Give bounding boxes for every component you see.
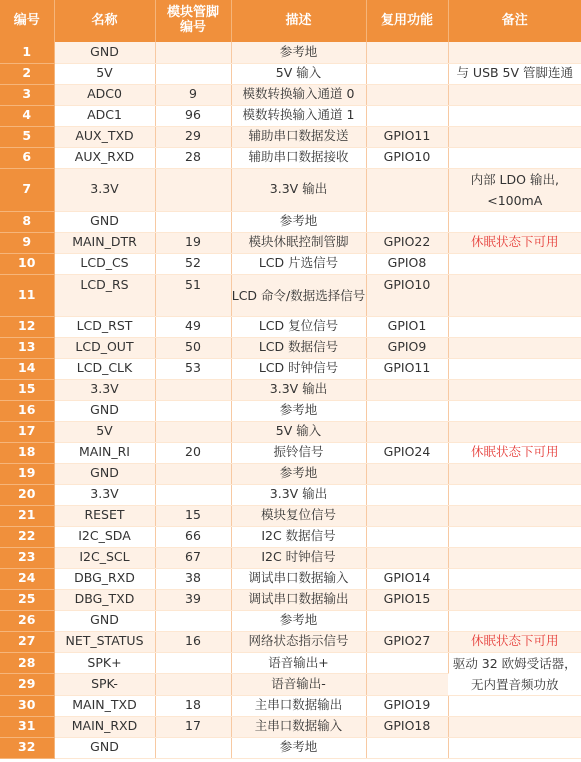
cell-name: MAIN_RXD [54,716,155,737]
cell-note: 休眠状态下可用 [448,232,581,253]
cell-desc: 参考地 [231,463,366,484]
cell-name: ADC1 [54,105,155,126]
cell-pin: 29 [155,126,231,147]
cell-desc: 5V 输入 [231,421,366,442]
cell-desc: 参考地 [231,610,366,631]
table-row [0,695,581,716]
cell-name: I2C_SDA [54,526,155,547]
cell-desc: 调试串口数据输出 [231,589,366,610]
table-row [0,105,581,126]
cell-name: 5V [54,421,155,442]
table-row [0,463,581,484]
cell-name: LCD_CLK [54,358,155,379]
cell-note [448,568,581,589]
cell-desc: 参考地 [231,211,366,232]
cell-mux: GPIO11 [366,358,448,379]
cell-note [448,589,581,610]
cell-note [448,316,581,337]
cell-pin: 49 [155,316,231,337]
cell-desc: 参考地 [231,400,366,421]
cell-pin [155,737,231,758]
cell-desc: I2C 时钟信号 [231,547,366,568]
table-row [0,232,581,253]
cell-note [448,484,581,505]
cell-no: 26 [0,610,54,631]
cell-note [448,421,581,442]
cell-pin: 66 [155,526,231,547]
table-row [0,168,581,211]
cell-pin [155,211,231,232]
header-pin-line2: 编号 [179,20,206,35]
cell-pin: 20 [155,442,231,463]
cell-mux [366,674,448,696]
cell-name: LCD_RST [54,316,155,337]
header-note: 备注 [448,0,581,42]
cell-mux: GPIO8 [366,253,448,274]
cell-pin [155,42,231,63]
cell-name: 3.3V [54,379,155,400]
cell-note [448,379,581,400]
cell-note: 驱动 32 欧姆受话器，无内置音频功放 [448,652,581,695]
cell-pin [155,674,231,696]
table-row [0,211,581,232]
cell-name: LCD_CS [54,253,155,274]
header-row [0,0,581,42]
cell-note: 休眠状态下可用 [448,631,581,652]
cell-no: 27 [0,631,54,652]
cell-name: 5V [54,63,155,84]
cell-no: 22 [0,526,54,547]
cell-name: GND [54,463,155,484]
cell-note [448,42,581,63]
cell-mux: GPIO22 [366,232,448,253]
cell-pin: 96 [155,105,231,126]
cell-no: 20 [0,484,54,505]
cell-desc: 调试串口数据输入 [231,568,366,589]
cell-mux [366,168,448,211]
table-row [0,274,581,316]
cell-note [448,147,581,168]
header-pin-line1: 模块管脚 [166,5,219,21]
cell-desc: 辅助串口数据发送 [231,126,366,147]
table-row [0,147,581,168]
cell-mux [366,211,448,232]
cell-mux: GPIO1 [366,316,448,337]
cell-desc: I2C 数据信号 [231,526,366,547]
table-row [0,505,581,526]
cell-name: GND [54,42,155,63]
cell-name: 3.3V [54,168,155,211]
cell-mux: GPIO19 [366,695,448,716]
cell-pin: 38 [155,568,231,589]
cell-note: 休眠状态下可用 [448,442,581,463]
cell-desc: 3.3V 输出 [231,379,366,400]
cell-mux [366,505,448,526]
cell-no: 13 [0,337,54,358]
table-row [0,631,581,652]
cell-desc: 模数转换输入通道 1 [231,105,366,126]
cell-name: MAIN_DTR [54,232,155,253]
cell-note [448,126,581,147]
cell-pin [155,484,231,505]
cell-mux [366,400,448,421]
table-row [0,484,581,505]
cell-name: LCD_OUT [54,337,155,358]
cell-pin: 53 [155,358,231,379]
cell-name: DBG_RXD [54,568,155,589]
cell-mux [366,652,448,674]
cell-name: GND [54,400,155,421]
cell-desc: 3.3V 输出 [231,168,366,211]
cell-desc: 参考地 [231,42,366,63]
cell-desc: 模块休眠控制管脚 [231,232,366,253]
cell-name: SPK- [54,674,155,696]
cell-desc: LCD 命令/数据选择信号 [231,274,366,316]
table-row [0,253,581,274]
cell-note [448,505,581,526]
cell-mux [366,737,448,758]
cell-note [448,84,581,105]
table-row [0,547,581,568]
cell-no: 16 [0,400,54,421]
cell-desc: LCD 复位信号 [231,316,366,337]
cell-note [448,716,581,737]
cell-no: 6 [0,147,54,168]
table-body [0,42,581,758]
cell-pin: 39 [155,589,231,610]
cell-note [448,400,581,421]
cell-no: 15 [0,379,54,400]
cell-desc: 参考地 [231,737,366,758]
cell-no: 31 [0,716,54,737]
cell-mux: GPIO27 [366,631,448,652]
cell-no: 7 [0,168,54,211]
cell-mux [366,526,448,547]
table-row [0,379,581,400]
cell-pin: 17 [155,716,231,737]
cell-pin [155,168,231,211]
cell-note [448,463,581,484]
cell-note: 与 USB 5V 管脚连通 [448,63,581,84]
table-row [0,610,581,631]
cell-no: 12 [0,316,54,337]
cell-no: 18 [0,442,54,463]
cell-name: RESET [54,505,155,526]
cell-mux [366,463,448,484]
cell-name: NET_STATUS [54,631,155,652]
cell-name: MAIN_RI [54,442,155,463]
cell-no: 3 [0,84,54,105]
cell-pin: 15 [155,505,231,526]
cell-name: AUX_RXD [54,147,155,168]
cell-pin [155,652,231,674]
cell-note [448,610,581,631]
cell-name: AUX_TXD [54,126,155,147]
table-row [0,84,581,105]
cell-name: LCD_RS [54,274,155,316]
cell-desc: 振铃信号 [231,442,366,463]
cell-name: MAIN_TXD [54,695,155,716]
table-row [0,737,581,758]
cell-desc: 3.3V 输出 [231,484,366,505]
cell-note [448,337,581,358]
cell-desc: 主串口数据输出 [231,695,366,716]
table-row [0,63,581,84]
cell-mux: GPIO14 [366,568,448,589]
cell-desc: 模块复位信号 [231,505,366,526]
cell-desc: 主串口数据输入 [231,716,366,737]
cell-note [448,695,581,716]
cell-name: DBG_TXD [54,589,155,610]
cell-no: 29 [0,674,54,696]
table-row [0,652,581,674]
cell-note [448,358,581,379]
header-pin [155,0,231,42]
cell-name: I2C_SCL [54,547,155,568]
cell-no: 5 [0,126,54,147]
cell-mux: GPIO9 [366,337,448,358]
cell-mux [366,484,448,505]
cell-desc: LCD 时钟信号 [231,358,366,379]
cell-mux [366,105,448,126]
table-row [0,358,581,379]
table-row [0,421,581,442]
cell-no: 19 [0,463,54,484]
cell-mux [366,610,448,631]
cell-no: 32 [0,737,54,758]
table-row [0,316,581,337]
cell-mux [366,42,448,63]
cell-pin: 51 [155,274,231,316]
cell-no: 14 [0,358,54,379]
cell-mux: GPIO18 [366,716,448,737]
cell-no: 24 [0,568,54,589]
table-row [0,442,581,463]
cell-pin: 52 [155,253,231,274]
cell-desc: LCD 数据信号 [231,337,366,358]
cell-no: 30 [0,695,54,716]
header-name: 名称 [54,0,155,42]
cell-name: 3.3V [54,484,155,505]
cell-pin [155,400,231,421]
cell-pin [155,379,231,400]
cell-no: 17 [0,421,54,442]
cell-desc: 网络状态指示信号 [231,631,366,652]
cell-note: 内部 LDO 输出,<100mA [448,168,581,211]
cell-name: GND [54,737,155,758]
cell-pin [155,463,231,484]
cell-name: GND [54,610,155,631]
cell-desc: 模数转换输入通道 0 [231,84,366,105]
cell-no: 2 [0,63,54,84]
cell-mux: GPIO10 [366,274,448,316]
cell-pin: 50 [155,337,231,358]
cell-no: 9 [0,232,54,253]
cell-mux [366,547,448,568]
cell-mux: GPIO24 [366,442,448,463]
cell-pin [155,610,231,631]
cell-pin [155,421,231,442]
cell-no: 4 [0,105,54,126]
cell-pin [155,63,231,84]
cell-pin: 18 [155,695,231,716]
cell-desc: 辅助串口数据接收 [231,147,366,168]
cell-pin: 9 [155,84,231,105]
table-row [0,568,581,589]
table-row [0,126,581,147]
cell-no: 25 [0,589,54,610]
table-row [0,42,581,63]
cell-desc: LCD 片选信号 [231,253,366,274]
cell-mux: GPIO10 [366,147,448,168]
cell-pin: 28 [155,147,231,168]
cell-note [448,274,581,316]
cell-no: 1 [0,42,54,63]
cell-desc: 语音输出+ [231,652,366,674]
table-row [0,526,581,547]
cell-no: 8 [0,211,54,232]
cell-no: 11 [0,274,54,316]
table-row [0,589,581,610]
cell-note [448,526,581,547]
cell-note [448,105,581,126]
cell-pin: 67 [155,547,231,568]
cell-name: GND [54,211,155,232]
cell-mux: GPIO15 [366,589,448,610]
table-row [0,716,581,737]
cell-no: 21 [0,505,54,526]
cell-mux [366,84,448,105]
cell-no: 23 [0,547,54,568]
table-row [0,337,581,358]
cell-mux [366,421,448,442]
header-desc: 描述 [231,0,366,42]
cell-mux [366,379,448,400]
table-row [0,400,581,421]
cell-note [448,211,581,232]
cell-note [448,737,581,758]
header-mux: 复用功能 [366,0,448,42]
cell-note [448,253,581,274]
cell-pin: 19 [155,232,231,253]
cell-mux [366,63,448,84]
cell-mux: GPIO11 [366,126,448,147]
cell-name: ADC0 [54,84,155,105]
header-no: 编号 [0,0,54,42]
cell-note [448,547,581,568]
cell-desc: 语音输出- [231,674,366,696]
cell-pin: 16 [155,631,231,652]
cell-no: 28 [0,652,54,674]
cell-desc: 5V 输入 [231,63,366,84]
cell-name: SPK+ [54,652,155,674]
cell-no: 10 [0,253,54,274]
